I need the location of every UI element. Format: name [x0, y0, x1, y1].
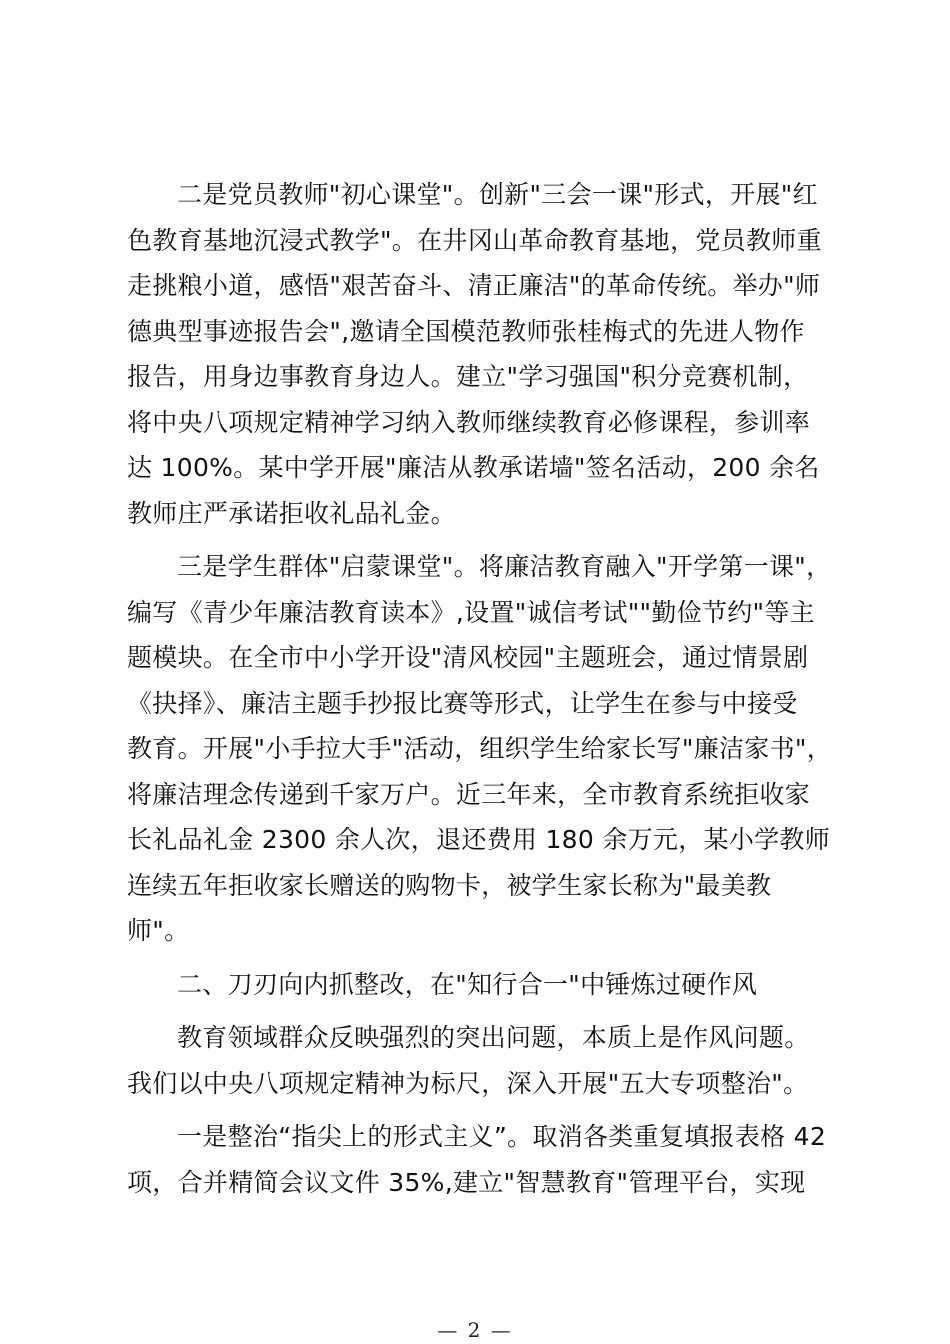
page-number: — 2 —: [437, 1318, 513, 1342]
paragraph-teachers-line-6: 将中央八项规定精神学习纳入教师继续教育必修课程，参训率: [127, 407, 811, 437]
paragraph-students-line-5: 教育。开展"小手拉大手"活动，组织学生给家长写"廉洁家书"，: [127, 734, 832, 763]
paragraph-students-line-1: 三是学生群体"启蒙课堂"。将廉洁教育融入"开学第一课"，: [177, 552, 832, 581]
paragraph-students-line-2: 编写《青少年廉洁教育读本》,设置"诚信考试""勤俭节约"等主: [127, 597, 815, 627]
paragraph-students-line-4: 《抉择》、廉洁主题手抄报比赛等形式，让学生在参与中接受: [127, 688, 798, 718]
paragraph-formalism-line-2: 项，合并精简会议文件 35%,建立"智慧教育"管理平台，实现: [127, 1167, 806, 1197]
paragraph-teachers-line-2: 色教育基地沉浸式教学"。在井冈山革命教育基地，党员教师重: [127, 225, 822, 255]
paragraph-teachers-line-4: 德典型事迹报告会",邀请全国模范教师张桂梅式的先进人物作: [127, 316, 805, 346]
paragraph-students-line-6: 将廉洁理念传递到千家万户。近三年来，全市教育系统拒收家: [127, 779, 811, 809]
paragraph-intro-line-1: 教育领域群众反映强烈的突出问题，本质上是作风问题。: [177, 1023, 810, 1052]
paragraph-teachers-line-7: 达 100%。某中学开展"廉洁从教承诺墙"签名活动，200 余名: [127, 453, 820, 482]
section-heading: 二、刀刃向内抓整改，在"知行合一"中锤炼过硬作风: [177, 969, 758, 999]
paragraph-teachers-line-3: 走挑粮小道，感悟"艰苦奋斗、清正廉洁"的革命传统。举办"师: [127, 271, 821, 300]
paragraph-teachers-line-1: 二是党员教师"初心课堂"。创新"三会一课"形式，开展"红: [177, 180, 818, 209]
paragraph-students-line-3: 题模块。在全市中小学开设"清风校园"主题班会，通过情景剧: [127, 643, 809, 672]
paragraph-intro-line-2: 我们以中央八项规定精神为标尺，深入开展"五大专项整治"。: [127, 1068, 809, 1098]
paragraph-teachers-line-8: 教师庄严承诺拒收礼品礼金。: [127, 498, 456, 528]
paragraph-formalism-line-1: 一是整治“指尖上的形式主义”。取消各类重复填报表格 42: [177, 1122, 827, 1151]
paragraph-students-line-7: 长礼品礼金 2300 余人次，退还费用 180 余万元，某小学教师: [127, 825, 831, 854]
paragraph-students-line-8: 连续五年拒收家长赠送的购物卡，被学生家长称为"最美教: [127, 870, 772, 900]
paragraph-teachers-line-5: 报告，用身边事教育身边人。建立"学习强国"积分竞赛机制，: [127, 362, 809, 391]
paragraph-students-line-9: 师"。: [127, 916, 190, 945]
document-body: [127, 172, 832, 1205]
